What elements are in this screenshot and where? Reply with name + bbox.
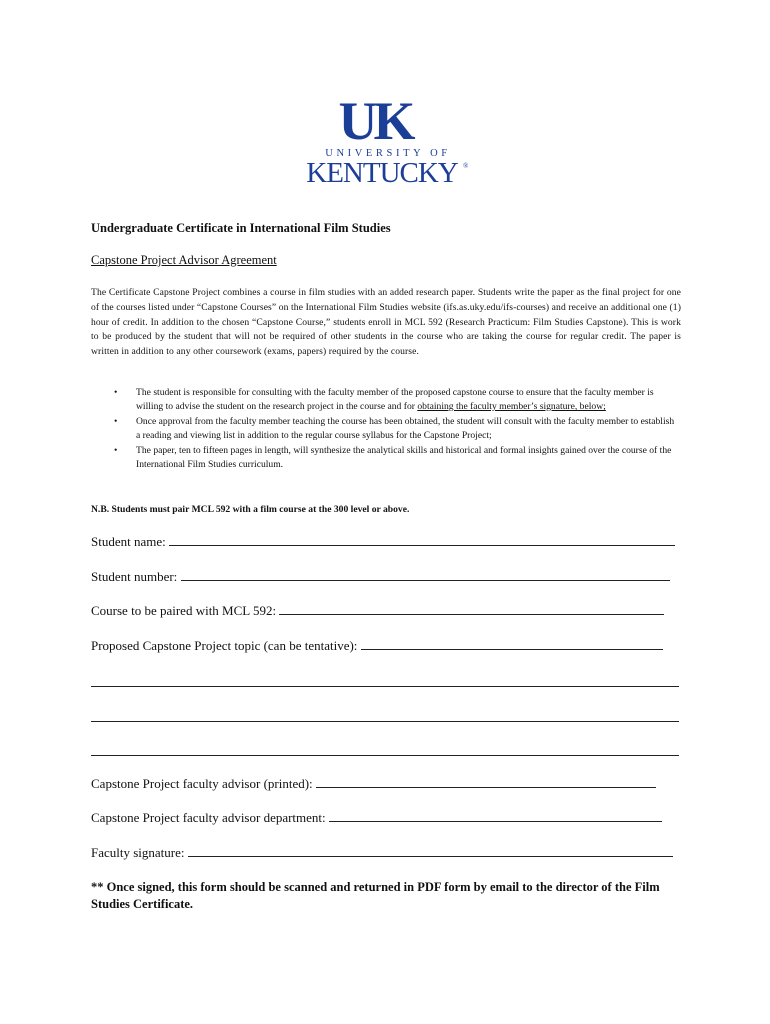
project-topic-row (91, 638, 681, 654)
bullet-icon: • (114, 416, 118, 427)
project-topic-line-4[interactable] (91, 754, 679, 756)
faculty-signature-row (91, 845, 681, 861)
student-number-label: Student number: (91, 569, 178, 584)
student-name-field[interactable] (169, 534, 675, 546)
project-topic-label: Proposed Capstone Project topic (can be tentative): (91, 638, 358, 653)
course-paired-label: Course to be paired with MCL 592: (91, 603, 277, 618)
logo-mark: UK (338, 95, 412, 151)
course-paired-field[interactable] (279, 603, 664, 615)
student-name-row (91, 534, 681, 550)
registered-mark: ® (463, 162, 469, 170)
bullet-icon: • (114, 387, 118, 398)
list-item-text: The student is responsible for consulting with the faculty member of the proposed capstone course to ensure that the faculty member is willing to advise the student on the research project in the course and for (136, 387, 654, 412)
uk-logo-graphic (300, 95, 475, 185)
advisor-department-label: Capstone Project faculty advisor department: (91, 810, 326, 825)
university-logo (300, 95, 475, 185)
project-topic-line-2[interactable] (91, 685, 679, 687)
list-item-text: Once approval from the faculty member teaching the course has been obtained, the student will consult with the faculty member to establish a reading and viewing list in addition to the regular course syllabus for the Capstone Project; (136, 416, 675, 441)
advisor-printed-label: Capstone Project faculty advisor (printed): (91, 776, 313, 791)
student-number-row (91, 569, 681, 585)
closing-instructions: ** Once signed, this form should be scanned and returned in PDF form by email to the director of the Film Studies Certificate. (91, 880, 660, 911)
course-paired-row (91, 603, 681, 619)
project-topic-line-3[interactable] (91, 720, 679, 722)
advisor-department-field[interactable] (329, 810, 662, 822)
nota-bene-note: N.B. Students must pair MCL 592 with a film course at the 300 level or above. (91, 504, 410, 515)
logo-line-university: UNIVERSITY OF (325, 148, 451, 159)
student-name-label: Student name: (91, 534, 166, 549)
list-item (114, 415, 679, 443)
student-number-field[interactable] (181, 569, 670, 581)
logo-line-kentucky: KENTUCKY (306, 157, 458, 185)
bullet-icon: • (114, 445, 118, 456)
document-subtitle: Capstone Project Advisor Agreement (91, 253, 277, 267)
document-title: Undergraduate Certificate in International Film Studies (91, 221, 391, 235)
advisor-printed-field[interactable] (316, 776, 656, 788)
advisor-printed-row (91, 776, 681, 792)
list-item-underlined-text: obtaining the faculty member’s signature, below; (417, 401, 606, 412)
list-item (114, 444, 679, 472)
requirements-list (114, 386, 679, 473)
faculty-signature-field[interactable] (188, 845, 673, 857)
list-item-text: The paper, ten to fifteen pages in length, will synthesize the analytical skills and historical and formal insights gained over the course of the International Film Studies curriculum. (136, 445, 672, 470)
list-item (114, 386, 679, 414)
intro-paragraph: The Certificate Capstone Project combines a course in film studies with an added research paper. Students write the paper as the final project for one of the courses listed under “Capstone Courses” on the International Film Studies website (ifs.as.uky.edu/ifs-courses) and receive an additional one (1) hour of credit. In addition to the chosen “Capstone Course,” students enroll in MCL 592 (Research Practicum: Film Studies Capstone). This is work to be produced by the student that will not be required of other students in the course who are taking the course for regular credit. The paper is written in addition to any other coursework (exams, papers) required by the course. (91, 287, 681, 358)
project-topic-field[interactable] (361, 638, 663, 650)
advisor-department-row (91, 810, 681, 826)
faculty-signature-label: Faculty signature: (91, 845, 185, 860)
